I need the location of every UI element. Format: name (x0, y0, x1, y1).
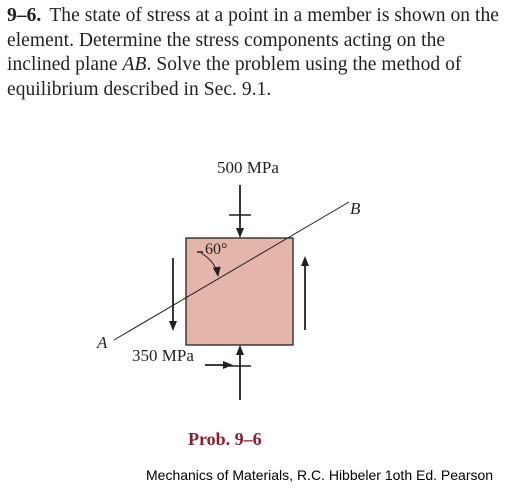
source-citation: Mechanics of Materials, R.C. Hibbeler 1oth Ed. Pearson (146, 467, 494, 483)
figure-caption: Prob. 9–6 (188, 429, 262, 449)
point-b-label: B (350, 199, 361, 218)
shear-stress-label: 350 MPa (132, 346, 194, 365)
problem-text-part-1: The state of stress at a point in a member is shown on the element. Determine the stress components acting on the inclined plane (7, 5, 500, 75)
plane-ab-label: AB (122, 54, 147, 75)
normal-stress-label: 500 MPa (217, 158, 279, 177)
problem-number: 9–6. (7, 5, 42, 26)
point-a-label: A (97, 333, 108, 352)
problem-text-part-2: . Solve the problem using the method of equilibrium described in Sec. 9.1. (7, 54, 462, 100)
angle-label: 60° (205, 241, 228, 258)
